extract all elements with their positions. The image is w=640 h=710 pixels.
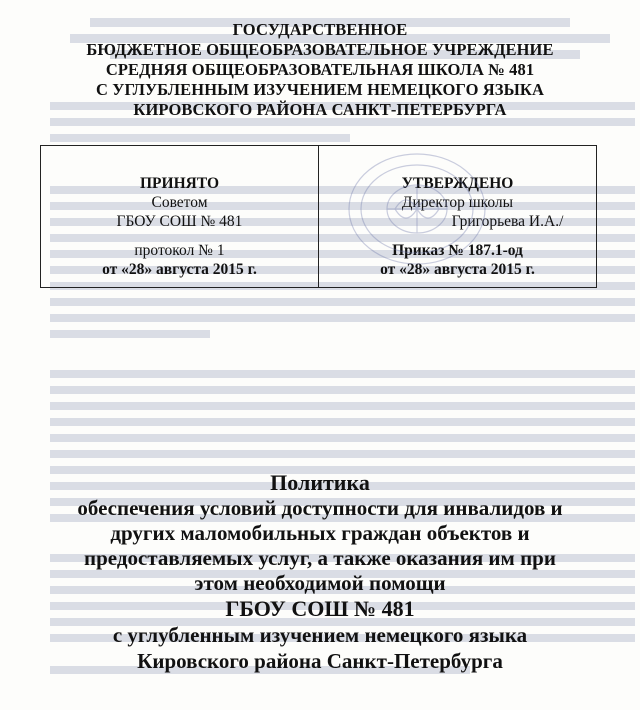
accepted-body-line-2: ГБОУ СОШ № 481 [116, 213, 243, 230]
approval-table [40, 145, 597, 288]
approved-order: Приказ № 187.1-од [392, 242, 523, 259]
signature-row [319, 212, 596, 231]
accepted-heading: ПРИНЯТО [139, 175, 220, 192]
title-line-2: обеспечения условий доступности для инвалидов и [77, 496, 563, 520]
accepted-protocol: протокол № 1 [134, 242, 225, 259]
title-line-5: этом необходимой помощи [194, 571, 446, 595]
header-line-2: БЮДЖЕТНОЕ ОБЩЕОБРАЗОВАТЕЛЬНОЕ УЧРЕЖДЕНИЕ [86, 40, 554, 59]
approved-cell [319, 146, 596, 287]
title-line-4: предоставляемых услуг, а также оказания им при [84, 546, 556, 570]
title-line-8: Кировского района Санкт-Петербурга [137, 649, 503, 673]
header-line-3: СРЕДНЯЯ ОБЩЕОБРАЗОВАТЕЛЬНАЯ ШКОЛА № 481 [105, 60, 535, 79]
accepted-date: от «28» августа 2015 г. [102, 261, 257, 278]
approved-heading: УТВЕРЖДЕНО [401, 175, 514, 192]
title-line-7: с углубленным изучением немецкого языка [112, 623, 528, 647]
signature-blank [352, 212, 412, 231]
header-line-5: КИРОВСКОГО РАЙОНА САНКТ-ПЕТЕРБУРГА [133, 100, 507, 119]
approved-signature-name: Григорьева И.А./ [451, 213, 564, 230]
approved-position: Директор школы [401, 194, 514, 211]
accepted-cell [41, 146, 319, 287]
header-line-4: С УГЛУБЛЕННЫМ ИЗУЧЕНИЕМ НЕМЕЦКОГО ЯЗЫКА [96, 80, 544, 99]
accepted-body-line-1: Советом [151, 194, 208, 211]
approved-date: от «28» августа 2015 г. [380, 261, 535, 278]
title-line-6: ГБОУ СОШ № 481 [225, 596, 415, 621]
institution-header [0, 20, 640, 120]
header-line-1: ГОСУДАРСТВЕННОЕ [232, 20, 408, 39]
title-line-1: Политика [270, 470, 370, 495]
title-line-3: других маломобильных граждан объектов и [110, 521, 530, 545]
document-title [0, 470, 640, 674]
